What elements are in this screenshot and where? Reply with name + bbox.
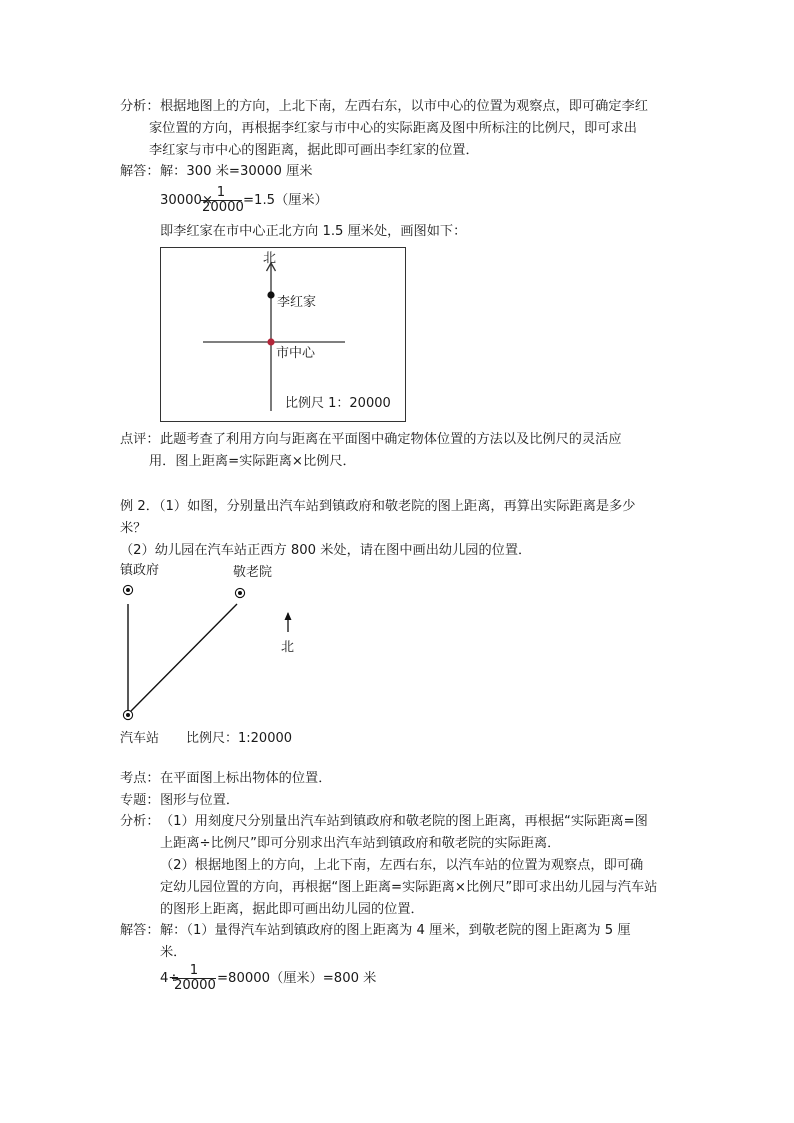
analysis-2-line-5: 的图形上距离，据此即可画出幼儿园的位置． (160, 902, 424, 917)
fraction-numerator: 1 (200, 186, 242, 201)
example-2-line-3: （2）幼儿园在汽车站正西方 800 米处，请在图中画出幼儿园的位置． (120, 543, 532, 558)
calc-prefix: 30000× (160, 193, 214, 208)
center-label: 市中心 (276, 346, 316, 361)
kaodian-label: 考点： (120, 771, 160, 786)
zhuanti-label: 专题： (120, 793, 160, 808)
figure-1-scale: 比例尺 1：20000 (285, 396, 391, 411)
town-hall-label: 镇政府 (120, 563, 160, 578)
home-label: 李红家 (277, 295, 317, 310)
zhuanti-text: 图形与位置． (160, 793, 240, 808)
answer-2-line-2: 米． (160, 945, 187, 960)
example-2-line-1: 例 2．（1）如图，分别量出汽车站到镇政府和敬老院的图上距离，再算出实际距离是多少 (120, 499, 636, 514)
town-hall-marker-icon (123, 585, 132, 594)
analysis-2-line-2: 上距离÷比例尺”即可分别求出汽车站到镇政府和敬老院的实际距离． (160, 836, 561, 851)
figure-2-north-arrow-icon (285, 612, 292, 620)
answer-2-calc-prefix: 4÷ (160, 971, 180, 986)
bus-station-label: 汽车站 (120, 731, 160, 746)
answer-2-fraction-denominator: 20000 (174, 978, 216, 993)
calc-result: =1.5（厘米） (243, 193, 328, 208)
answer-2-fraction-numerator: 1 (172, 964, 216, 979)
fraction-denominator: 20000 (202, 200, 244, 215)
comment-line-2: 用．图上距离=实际距离×比例尺． (149, 454, 356, 469)
analysis-2-line-3: （2）根据地图上的方向，上北下南，左西右东，以汽车站的位置为观察点，即可确 (160, 858, 644, 873)
nursing-home-route (131, 604, 237, 711)
nursing-home-marker-icon (235, 588, 244, 597)
answer-label: 解答： (120, 164, 160, 179)
kaodian-text: 在平面图上标出物体的位置． (160, 771, 332, 786)
analysis-line-1: 根据地图上的方向，上北下南，左西右东，以市中心的位置为观察点，即可确定李红 (160, 99, 648, 114)
figure-2-north-label: 北 (281, 640, 295, 655)
answer-2-fraction (172, 964, 216, 993)
figure-1-north-label: 北 (263, 251, 277, 266)
comment-label: 点评： (120, 432, 160, 447)
bus-station-marker-icon (123, 710, 132, 719)
analysis-2-label: 分析： (120, 814, 160, 829)
answer-2-calc-result: =80000（厘米）=800 米 (217, 971, 377, 986)
nursing-home-label: 敬老院 (233, 565, 273, 580)
analysis-line-2: 家位置的方向，再根据李红家与市中心的实际距离及图中所标注的比例尺，即可求出 (149, 121, 637, 136)
answer-2-label: 解答： (120, 923, 160, 938)
figure-2-scale: 比例尺：1:20000 (186, 731, 293, 746)
analysis-line-3: 李红家与市中心的图距离，据此即可画出李红家的位置． (149, 143, 479, 158)
analysis-2-line-4: 定幼儿园位置的方向，再根据“图上距离=实际距离×比例尺”即可求出幼儿园与汽车站 (160, 880, 658, 895)
analysis-label: 分析： (120, 99, 160, 114)
example-2-line-2: 米？ (120, 521, 147, 536)
answer-line-3: 即李红家在市中心正北方向 1.5 厘米处，画图如下： (160, 224, 467, 239)
answer-line-1: 解：300 米=30000 厘米 (160, 164, 313, 179)
answer-2-line-1: 解：（1）量得汽车站到镇政府的图上距离为 4 厘米，到敬老院的图上距离为 5 厘 (160, 923, 631, 938)
analysis-2-line-1: （1）用刻度尺分别量出汽车站到镇政府和敬老院的图上距离，再根据“实际距离=图 (160, 814, 648, 829)
comment-line-1: 此题考查了利用方向与距离在平面图中确定物体位置的方法以及比例尺的灵活应 (160, 432, 622, 447)
